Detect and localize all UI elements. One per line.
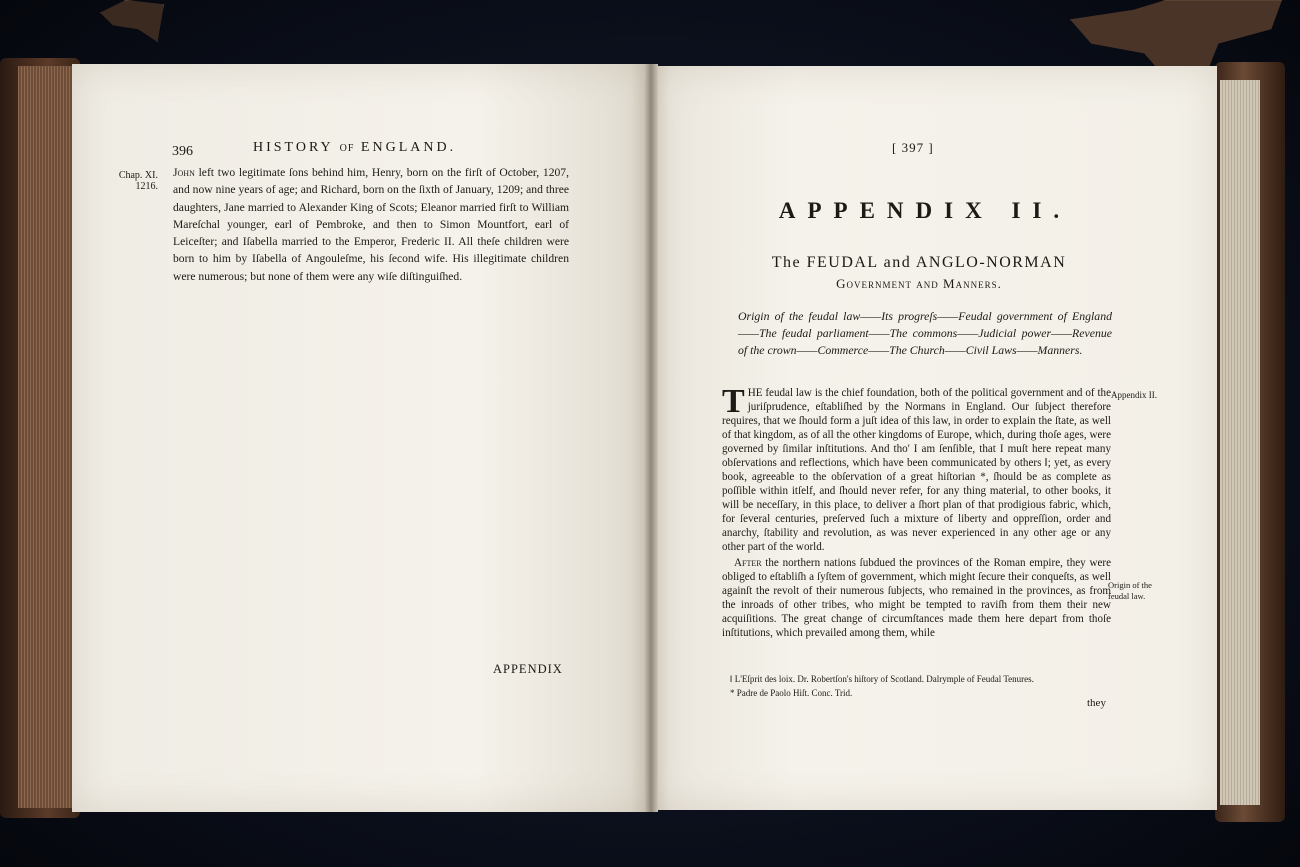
right-paragraph-1 bbox=[722, 383, 1111, 554]
footnote: * Padre de Paolo Hiſt. Conc. Trid. bbox=[730, 688, 853, 698]
right-catchword: they bbox=[1087, 697, 1106, 709]
footnote: ‖ L'Eſprit des loix. Dr. Robertſon's hiſtory of Scotland. Dalrymple of Feudal Tenures. bbox=[730, 674, 1034, 684]
left-page-number: 396 bbox=[172, 144, 193, 159]
first-word: John bbox=[173, 166, 195, 179]
contents-summary: Origin of the feudal law——Its progreſs——Feudal government of England——The feudal parliament——The commons——Judicial power——Revenue of the crown——Commerce——The Church——Civil Laws——Manners. bbox=[738, 309, 1112, 357]
margin-chapter: Chap. XI. bbox=[118, 170, 158, 181]
paragraph-text: the northern nations ſubdued the provinces of the Roman empire, they were obliged to eſtabliſh a ſyſtem of government, which might ſecure their conqueſts, as well againſt the revolt of their numerous ſubjects, who remained in the provinces, as from the inroads of other tribes, who might be tempted to raviſh from them their new acquiſitions. The great change of circumſtances made them here depart from thoſe inſtitutions, which prevailed among them, while bbox=[722, 557, 1111, 639]
left-catchword: APPENDIX bbox=[493, 662, 563, 676]
paragraph-text: HE feudal law is the chief foundation, both of the political government and of the juriſprudence, eſtabliſhed by the Normans in England. Our ſubject therefore requires, that we ſhould form a juſt idea of this law, in order to explain the ſtate, as well of that kingdom, as of all the other kingdoms of Europe, which, during thoſe ages, were governed by ſimilar inſtitutions. And tho' I am ſenſible, that I muſt here repeat many obſervations and reflections, which have been communicated by others ‖; yet, as every book, agreeable to the obſervation of a great hiſtorian *, ſhould be as complete as poſſible within itſelf, and ſhould never refer, for any thing material, to other books, it will be neceſſary, in this place, to deliver a ſhort plan of that prodigious fabric, which, for ſeveral centuries, preſerved ſuch a mixture of liberty and oppreſſion, order and anarchy, ſtability and revolution, as was never experienced in any other age or any other part of the world. bbox=[722, 387, 1111, 553]
page-edges-left bbox=[18, 66, 74, 808]
chapter-margin-note bbox=[118, 170, 158, 192]
paragraph-text: left two legitimate ſons behind him, Henry, born on the firſt of October, 1207, and now nine years of age; and Richard, born on the ſixth of January, 1209; and three daughters, Jane married to Alexander King of Scots; Eleanor married firſt to William Mareſchal younger, earl of Pembroke, and then to Simon Mountfort, earl of Leiceſter; and Iſabella married to the Emperor, Frederic II. All theſe children were born to him by Iſabella of Angouleſme, his ſecond wife. His illegitimate children were numerous; but none of them were any wiſe diſtinguiſhed. bbox=[173, 166, 569, 283]
first-word: After bbox=[734, 557, 762, 569]
side-note-line: feudal law. bbox=[1108, 591, 1146, 601]
side-note-origin bbox=[1108, 580, 1152, 602]
section-heading-1: The FEUDAL and ANGLO-NORMAN bbox=[771, 254, 1067, 271]
right-body-text bbox=[722, 383, 1111, 640]
appendix-title: APPENDIX II. bbox=[778, 198, 1072, 223]
running-title-of: OF bbox=[339, 143, 355, 154]
running-title-word: ENGLAND. bbox=[360, 140, 457, 155]
page-edges-right bbox=[1220, 80, 1260, 805]
running-title bbox=[253, 140, 456, 156]
section-heading-2: Government and Manners. bbox=[836, 276, 1002, 291]
left-paragraph bbox=[173, 164, 569, 285]
right-page-number: [ 397 ] bbox=[892, 140, 934, 155]
footnotes bbox=[730, 672, 1034, 700]
left-body-text bbox=[173, 164, 569, 285]
running-title-word: HISTORY bbox=[253, 140, 334, 155]
right-paragraph-2 bbox=[722, 556, 1111, 640]
side-note-appendix: Appendix II. bbox=[1111, 390, 1157, 400]
book-gutter bbox=[644, 64, 658, 812]
drop-cap: T bbox=[722, 383, 745, 420]
margin-year: 1216. bbox=[135, 181, 158, 192]
side-note-line: Origin of the bbox=[1108, 580, 1152, 590]
